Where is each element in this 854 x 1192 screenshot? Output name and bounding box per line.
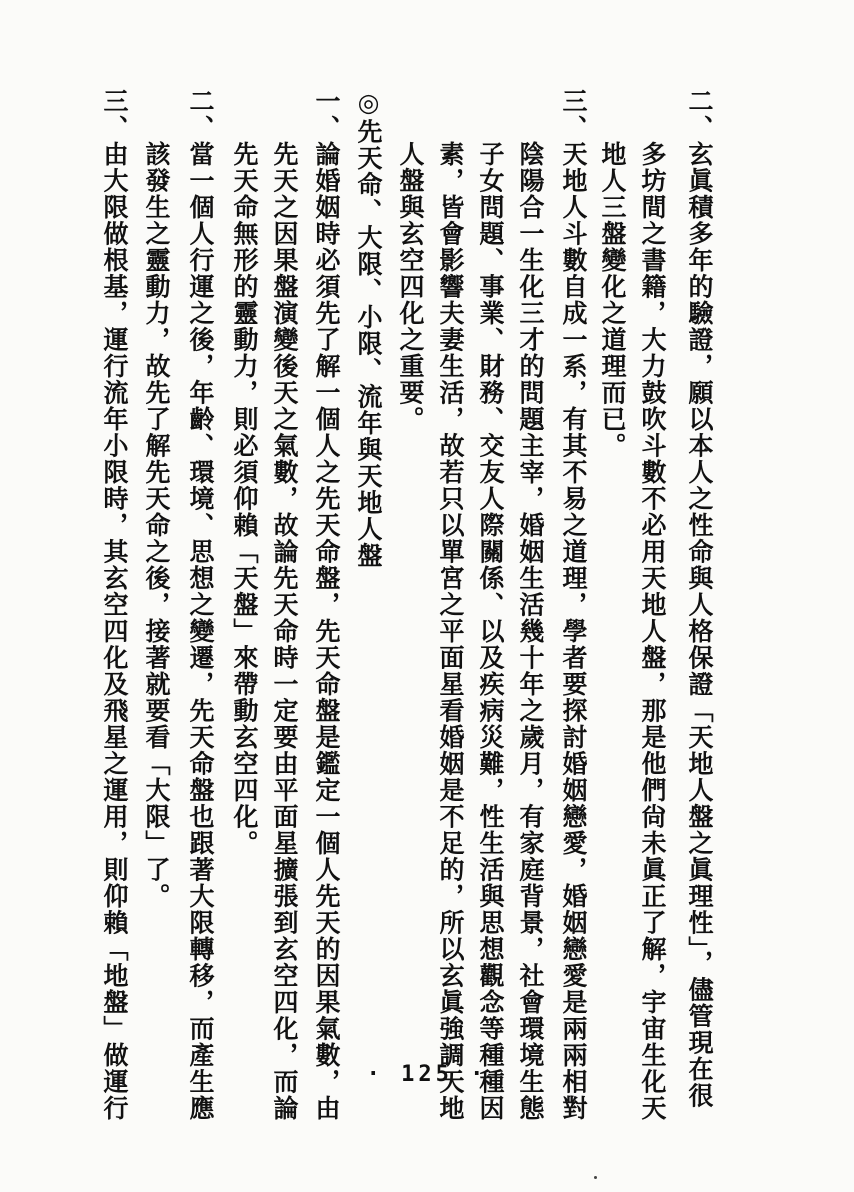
text-column-11: 先天之因果盤演變後天之氣數，故論先天命時一定要由平面星擴張到玄空四化，而論 [270,88,299,1122]
text-column-2: 多坊間之書籍，大力鼓吹斗數不必用天地人盤，那是他們尙未眞正了解，宇宙生化天 [638,88,667,1122]
text-column-14: 該發生之靈動力，故先了解先天命之後，接著就要看「大限」了。 [142,88,171,910]
page-number: · 125 · [366,1062,488,1087]
section-heading: ◎先天命、大限、小限、流年與天地人盤 [354,88,383,569]
text-column-8: 人盤與玄空四化之重要。 [396,88,425,433]
scan-speck [594,1176,597,1179]
text-column-5: 陰陽合一生化三才的問題主宰，婚姻生活幾十年之歲月，有家庭背景，社會環境生態 [516,88,545,1122]
text-column-10: 一、論婚姻時必須先了解一個人之先天命盤，先天命盤是鑑定一個人先天的因果氣數，由 [312,88,341,1122]
text-column-7: 素，皆會影響夫妻生活，故若只以單宮之平面星看婚姻是不足的，所以玄眞強調天地 [436,88,465,1122]
text-column-6: 子女問題、事業、財務、交友人際關係、以及疾病災難，性生活與思想觀念等種種因 [476,88,505,1122]
text-column-13: 二、當一個人行運之後，年齡、環境、思想之變遷，先天命盤也跟著大限轉移，而產生應 [186,88,215,1122]
text-column-3: 地人三盤變化之道理而已。 [598,88,627,459]
text-column-1: 二、玄眞積多年的驗證，願以本人之性命與人格保證「天地人盤之眞理性」，儘管現在很 [685,88,714,1109]
text-column-12: 先天命無形的靈動力，則必須仰賴「天盤」來帶動玄空四化。 [230,88,259,857]
text-column-15: 三、由大限做根基，運行流年小限時，其玄空四化及飛星之運用，則仰賴「地盤」做運行 [100,88,129,1122]
text-column-4: 三、天地人斗數自成一系，有其不易之道理，學者要探討婚姻戀愛，婚姻戀愛是兩兩相對 [559,88,588,1122]
